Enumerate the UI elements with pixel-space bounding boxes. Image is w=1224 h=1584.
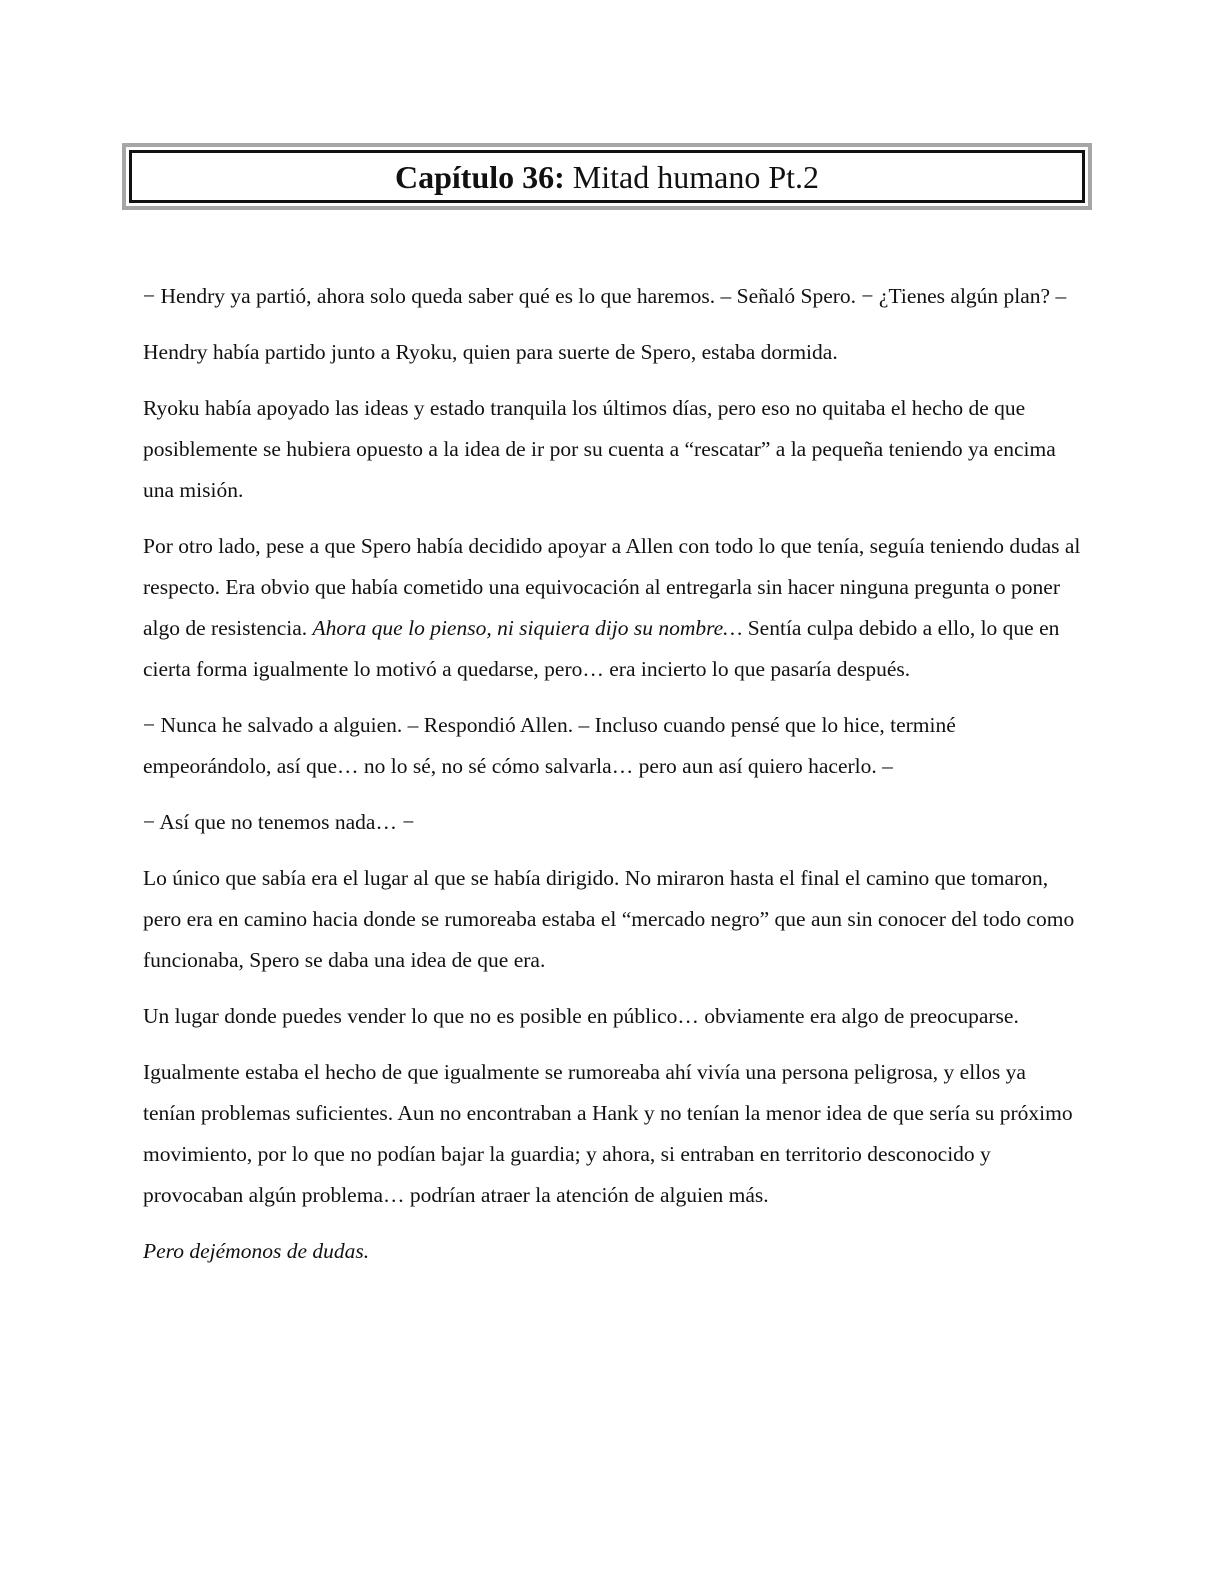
paragraph-8: Un lugar donde puedes vender lo que no es posible en público… obviamente era algo de preocuparse. bbox=[143, 1004, 1019, 1028]
chapter-label: Capítulo 36: bbox=[394, 158, 565, 195]
paragraph-4 bbox=[143, 526, 1083, 690]
paragraph-10: Pero dejémonos de dudas. bbox=[143, 1239, 370, 1263]
paragraph-9: Igualmente estaba el hecho de que igualmente se rumoreaba ahí vivía una persona peligrosa, y ellos ya tenían problemas suficientes. Aun no encontraban a Hank y no tenían la menor idea de que sería su próximo movimiento, por lo que no podían bajar la guardia; y ahora, si entraban en territorio desconocido y provocaban algún problema… podrían atraer la atención de alguien más. bbox=[143, 1060, 1073, 1207]
paragraph-7: Lo único que sabía era el lugar al que se había dirigido. No miraron hasta el final el camino que tomaron, pero era en camino hacia donde se rumoreaba estaba el “mercado negro” que aun sin conocer del todo como funcionaba, Spero se daba una idea de que era. bbox=[143, 866, 1075, 972]
chapter-body bbox=[143, 276, 1083, 1287]
chapter-title: Mitad humano Pt.2 bbox=[572, 158, 819, 195]
paragraph-6: − Así que no tenemos nada… − bbox=[143, 810, 415, 834]
paragraph-3: Ryoku había apoyado las ideas y estado tranquila los últimos días, pero eso no quitaba el hecho de que posiblemente se hubiera opuesto a la idea de ir por su cuenta a “rescatar” a la pequeña teniendo ya encima una misión. bbox=[143, 396, 1056, 502]
paragraph-4-start: Por otro lado, pese a que Spero había decidido apoyar a Allen con todo lo que tenía, seguía teniendo dudas al respecto. Era obvio que había cometido una equivocación al entregarla sin hacer ninguna pregunta o poner algo de resistencia. bbox=[143, 534, 1081, 640]
paragraph-4-italic-thought: Ahora que lo pienso, ni siquiera dijo su nombre… bbox=[312, 616, 743, 640]
paragraph-1: − Hendry ya partió, ahora solo queda saber qué es lo que haremos. – Señaló Spero. − ¿Tienes algún plan? – bbox=[143, 284, 1067, 308]
paragraph-2: Hendry había partido junto a Ryoku, quien para suerte de Spero, estaba dormida. bbox=[143, 340, 838, 364]
paragraph-4-end: Sentía culpa debido a ello, lo que en cierta forma igualmente lo motivó a quedarse, pero… era incierto lo que pasaría después. bbox=[143, 616, 1060, 681]
chapter-title-box bbox=[129, 150, 1085, 203]
chapter-title-frame bbox=[122, 143, 1092, 210]
paragraph-5: − Nunca he salvado a alguien. – Respondió Allen. – Incluso cuando pensé que lo hice, terminé empeorándolo, así que… no lo sé, no sé cómo salvarla… pero aun así quiero hacerlo. – bbox=[143, 713, 956, 778]
